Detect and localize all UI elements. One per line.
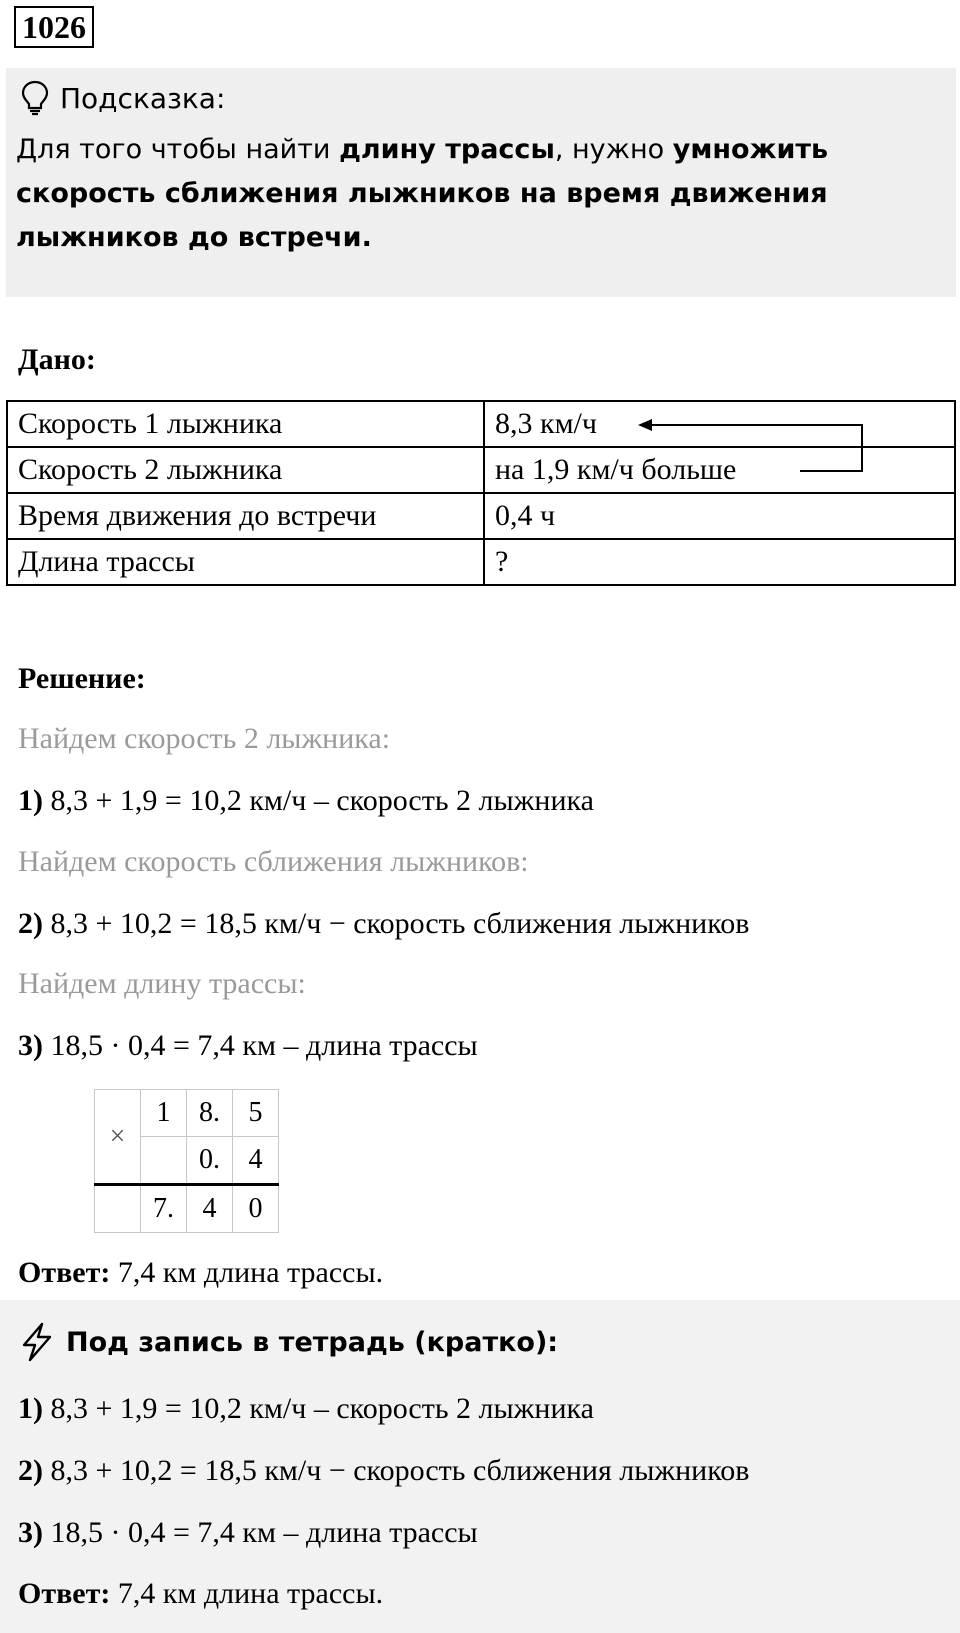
lightning-icon [18, 1322, 56, 1362]
calc-row [95, 1090, 279, 1137]
problem-number: 1026 [14, 6, 94, 48]
hint-bold-line: лыжников до встречи. [16, 222, 372, 253]
hint-bold-part: длину трассы [339, 134, 555, 165]
hint-text-part: Для того чтобы найти [16, 134, 340, 165]
step-number: 3) [18, 1029, 43, 1062]
table-row [7, 493, 955, 539]
answer-line [18, 1256, 383, 1290]
given-value: 0,4 ч [484, 493, 955, 539]
given-value: ? [484, 539, 955, 585]
given-label: Длина трассы [7, 539, 484, 585]
step-note: Найдем скорость сближения лыжников: [18, 845, 529, 878]
step-number: 2) [18, 907, 43, 940]
step-expression: 8,3 + 1,9 = 10,2 км/ч – скорость 2 лыжника [43, 784, 594, 817]
calc-digit: 4 [187, 1185, 233, 1233]
short-step-line [18, 1392, 594, 1426]
step-number: 1) [18, 784, 43, 817]
step-expression: 8,3 + 10,2 = 18,5 км/ч − скорость сближения лыжников [43, 1454, 750, 1487]
short-notes-title-text: Под запись в тетрадь (кратко): [66, 1326, 559, 1358]
step-note: Найдем длину трассы: [18, 967, 306, 1000]
step-expression: 18,5 · 0,4 = 7,4 км – длина трассы [43, 1029, 478, 1062]
step-line [18, 784, 594, 818]
short-step-line [18, 1454, 749, 1488]
step-number: 3) [18, 1516, 43, 1549]
hint-box [6, 68, 956, 297]
calc-digit: 1 [141, 1090, 187, 1137]
step-expression: 8,3 + 10,2 = 18,5 км/ч − скорость сближения лыжников [43, 907, 750, 940]
given-label: Скорость 1 лыжника [7, 401, 484, 447]
step-line [18, 1029, 478, 1063]
step-number: 1) [18, 1392, 43, 1425]
hint-text [16, 128, 946, 260]
calc-digit: 8. [187, 1090, 233, 1137]
step-note: Найдем скорость 2 лыжника: [18, 722, 391, 755]
hint-title-text: Подсказка: [60, 81, 226, 115]
hint-text-part: , нужно [554, 134, 673, 165]
multiply-sign: × [95, 1090, 141, 1185]
answer-text: 7,4 км длина трассы. [110, 1577, 384, 1610]
reference-arrow-icon [620, 415, 870, 485]
hint-title [20, 78, 225, 118]
calc-digit: 4 [233, 1137, 279, 1185]
calc-digit: 7. [141, 1185, 187, 1233]
step-number: 2) [18, 1454, 43, 1487]
hint-bold-part: умножить [672, 134, 829, 165]
step-expression: 8,3 + 1,9 = 10,2 км/ч – скорость 2 лыжника [43, 1392, 594, 1425]
hint-bold-line: скорость сближения лыжников на время движения [16, 178, 828, 209]
short-answer-line [18, 1577, 383, 1611]
short-step-line [18, 1516, 478, 1550]
answer-label: Ответ: [18, 1577, 111, 1610]
given-label: Время движения до встречи [7, 493, 484, 539]
calc-digit: 5 [233, 1090, 279, 1137]
step-expression: 18,5 · 0,4 = 7,4 км – длина трассы [43, 1516, 478, 1549]
lightbulb-icon [20, 80, 50, 116]
answer-label: Ответ: [18, 1256, 111, 1289]
given-title: Дано: [18, 343, 96, 376]
calc-digit: 0 [233, 1185, 279, 1233]
short-notes-title [18, 1320, 558, 1364]
given-label: Скорость 2 лыжника [7, 447, 484, 493]
step-line [18, 907, 749, 941]
given-value: на 1,9 км/ч больше [484, 447, 955, 493]
calc-result-row [95, 1185, 279, 1233]
given-value: 8,3 км/ч [484, 401, 955, 447]
column-multiplication [94, 1089, 279, 1233]
calc-empty-cell [95, 1185, 141, 1233]
answer-text: 7,4 км длина трассы. [110, 1256, 384, 1289]
solution-title: Решение: [18, 662, 146, 695]
calc-digit: 0. [187, 1137, 233, 1185]
table-row [7, 539, 955, 585]
calc-digit [141, 1137, 187, 1185]
